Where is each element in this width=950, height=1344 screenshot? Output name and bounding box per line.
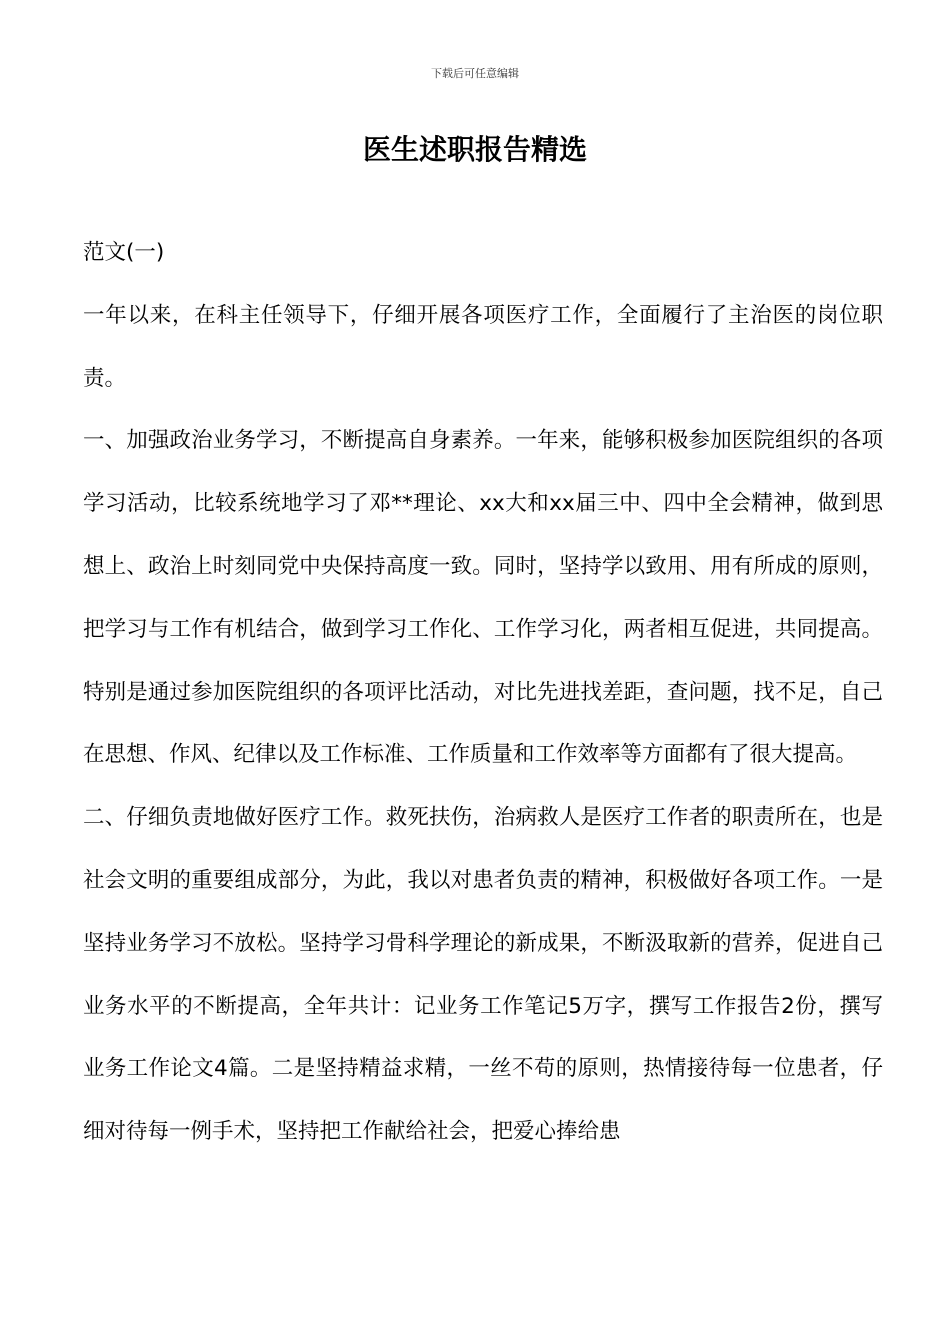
section-label: 范文(一) [83,240,165,265]
paragraph-intro: 一年以来，在科主任领导下，仔细开展各项医疗工作，全面履行了主治医的岗位职责。 [83,302,883,391]
header-note: 下载后可任意编辑 [431,67,519,80]
document-body [83,222,883,1164]
paragraph-section-two: 二、仔细负责地做好医疗工作。救死扶伤，治病救人是医疗工作者的职责所在，也是社会文明的重要组成部分，为此，我以对患者负责的精神，积极做好各项工作。一是坚持业务学习不放松。坚持学习骨科学理论的新成果，不断汲取新的营养，促进自己业务水平的不断提高，全年共计：记业务工作笔记5万字，撰写工作报告2份，撰写业务工作论文4篇。二是坚持精益求精，一丝不苟的原则，热情接待每一位患者，仔细对待每一例手术，坚持把工作献给社会，把爱心捧给患 [83,805,883,1145]
paragraph-section-one: 一、加强政治业务学习，不断提高自身素养。一年来，能够积极参加医院组织的各项学习活动，比较系统地学习了邓**理论、xx大和xx届三中、四中全会精神，做到思想上、政治上时刻同党中央保持高度一致。同时，坚持学以致用、用有所成的原则，把学习与工作有机结合，做到学习工作化、工作学习化，两者相互促进，共同提高。特别是通过参加医院组织的各项评比活动，对比先进找差距，查问题，找不足，自己在思想、作风、纪律以及工作标准、工作质量和工作效率等方面都有了很大提高。 [83,428,883,768]
document-title: 医生述职报告精选 [362,133,587,166]
